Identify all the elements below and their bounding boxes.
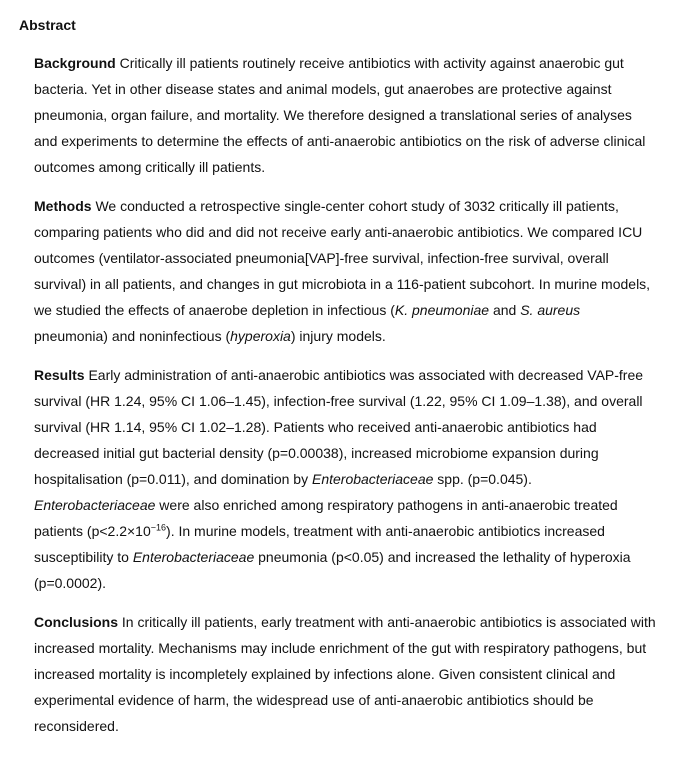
results-text: were also enriched among respiratory pathogens in anti-anaerobic treated patients (p<2.2×10	[34, 497, 618, 539]
methods-section	[34, 193, 656, 349]
abstract-body	[34, 50, 656, 739]
results-text: spp. (p=0.045).	[433, 471, 532, 487]
background-text: Critically ill patients routinely receive antibiotics with activity against anaerobic gut bacteria. Yet in other disease states and animal models, gut anaerobes are protective against pneumonia, organ failure, and mortality. We therefore designed a translational series of analyses and experiments to determine the effects of anti-anaerobic antibiotics on the risk of adverse clinical outcomes among critically ill patients.	[34, 55, 646, 175]
injury-model-hyperoxia: hyperoxia	[230, 328, 291, 344]
conclusions-label: Conclusions	[34, 614, 119, 630]
background-section	[34, 50, 656, 180]
methods-text: ) injury models.	[290, 328, 386, 344]
methods-text: and	[489, 302, 521, 318]
results-text: ). In murine models, treatment with anti-anaerobic antibiotics increased susceptibility to	[34, 523, 605, 565]
organism-enterobacteriaceae: Enterobacteriaceae	[132, 549, 255, 565]
conclusions-section	[34, 609, 656, 739]
background-label: Background	[34, 55, 116, 71]
conclusions-text: In critically ill patients, early treatment with anti-anaerobic antibiotics is associated with increased mortality. Mechanisms may include enrichment of the gut with respiratory pathogens, but increased mortality is incompletely explained by infections alone. Given consistent clinical and experimental evidence of harm, the widespread use of anti-anaerobic antibiotics should be reconsidered.	[34, 614, 656, 734]
methods-text: pneumonia) and noninfectious (	[34, 328, 231, 344]
abstract-heading: Abstract	[19, 17, 76, 33]
organism-k-pneumoniae: K. pneumoniae	[394, 302, 490, 318]
organism-s-aureus: S. aureus	[520, 302, 581, 318]
results-text: pneumonia (p<0.05) and increased the lethality of hyperoxia (p=0.0002).	[34, 549, 631, 591]
results-text: Early administration of anti-anaerobic antibiotics was associated with decreased VAP-free survival (HR 1.24, 95% CI 1.06–1.45), infection-free survival (1.22, 95% CI 1.09–1.38), and overall survival (HR 1.14, 95% CI 1.02–1.28). Patients who received anti-anaerobic antibiotics had decreased initial gut bacterial density (p=0.00038), increased microbiome expansion during hospitalisation (p=0.011), and domination by	[34, 367, 644, 487]
methods-text: We conducted a retrospective single-center cohort study of 3032 critically ill patients, comparing patients who did and did not receive early anti-anaerobic antibiotics. We compared ICU outcomes (ventilator-associated pneumonia[VAP]-free survival, infection-free survival, overall survival) in all patients, and changes in gut microbiota in a 116-patient subcohort. In murine models, we studied the effects of anaerobe depletion in infectious (	[34, 198, 651, 318]
organism-enterobacteriaceae: Enterobacteriaceae	[311, 471, 434, 487]
methods-label: Methods	[34, 198, 92, 214]
p-value-exponent: −16	[150, 522, 167, 533]
organism-enterobacteriaceae: Enterobacteriaceae	[34, 497, 156, 513]
results-section	[34, 362, 656, 596]
results-label: Results	[34, 367, 85, 383]
